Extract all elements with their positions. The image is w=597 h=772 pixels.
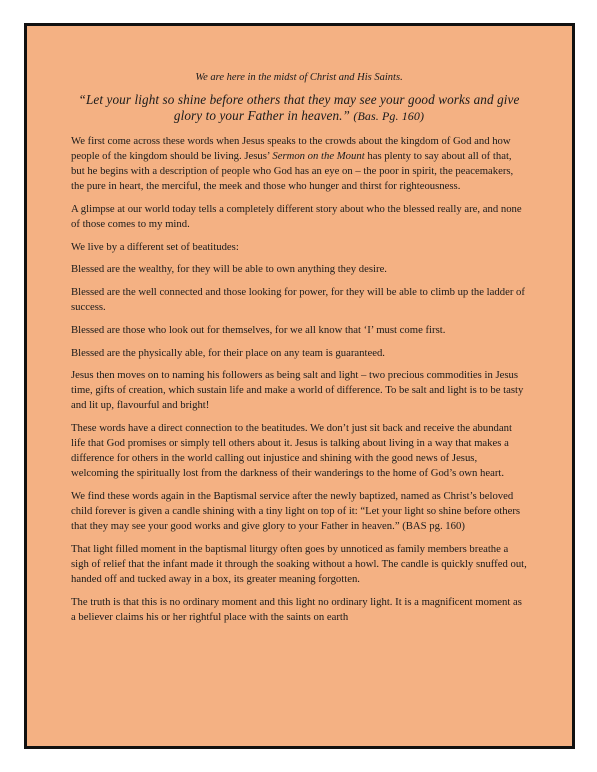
paragraph-5: Blessed are the well connected and those looking for power, for they will be able to climb up the ladder of success. — [71, 286, 525, 314]
scripture-quote — [71, 92, 527, 124]
quote-reference: (Bas. Pg. 160) — [353, 109, 425, 123]
paragraph-12: The truth is that this is no ordinary moment and this light no ordinary light. It is a magnificent moment as a believer claims his or her rightful place with the saints on earth — [71, 595, 522, 623]
paragraph-9: These words have a direct connection to the beatitudes. We don’t just sit back and receive the abundant life that God promises or simply tell others about it. Jesus is talking about living in a way that makes a difference for others in the world calling out injustice and shining with the good news of Jesus, welcoming the spiritually lost from the darkness of their wanderings to the home of God’s own heart. — [71, 422, 512, 480]
document-content — [71, 72, 527, 633]
paragraph-1: We first come across these words when Jesus speaks to the crowds about the kingdom of God and how people of the kingdom should be living. Jesus’ Sermon on the Mount has plenty to say about all of that, but he begins with a description of people who God has an eye on – the poor in spirit, the peacemakers, the pure in heart, the merciful, the meek and those who hunger and thirst for righteousness. — [71, 135, 514, 193]
paragraph-6: Blessed are those who look out for themselves, for we all know that ‘I’ must come first. — [71, 323, 446, 336]
paragraph-3: We live by a different set of beatitudes: — [71, 240, 239, 253]
intro-line: We are here in the midst of Christ and His Saints. — [195, 72, 403, 83]
document-page — [24, 23, 575, 749]
sermon-title: Sermon on the Mount — [272, 150, 365, 163]
paragraph-8: Jesus then moves on to naming his followers as being salt and light – two precious commodities in Jesus time, gifts of creation, which sustain life and make a world of difference. To be salt and light is to be tasty and lit up, flavourful and bright! — [71, 369, 524, 412]
paragraph-7: Blessed are the physically able, for their place on any team is guaranteed. — [71, 346, 385, 359]
paragraph-11: That light filled moment in the baptismal liturgy often goes by unnoticed as family members breathe a sigh of relief that the infant made it through the soaking without a howl. The candle is quickly snuffed out, handed off and tucked away in a box, its greater meaning forgotten. — [71, 543, 527, 586]
quote-text: “Let your light so shine before others that they may see your good works and give glory to your Father in heaven.” — [78, 92, 520, 123]
paragraph-10: We find these words again in the Baptismal service after the newly baptized, named as Christ’s beloved child forever is given a candle shining with a tiny light on top of it: “Let your light so shine before others that they may see your good works and give glory to your Father in heaven.” (BAS pg. 160) — [71, 490, 521, 533]
paragraph-4: Blessed are the wealthy, for they will be able to own anything they desire. — [71, 263, 387, 276]
paragraph-2: A glimpse at our world today tells a completely different story about who the blessed really are, and none of those comes to my mind. — [71, 202, 522, 231]
